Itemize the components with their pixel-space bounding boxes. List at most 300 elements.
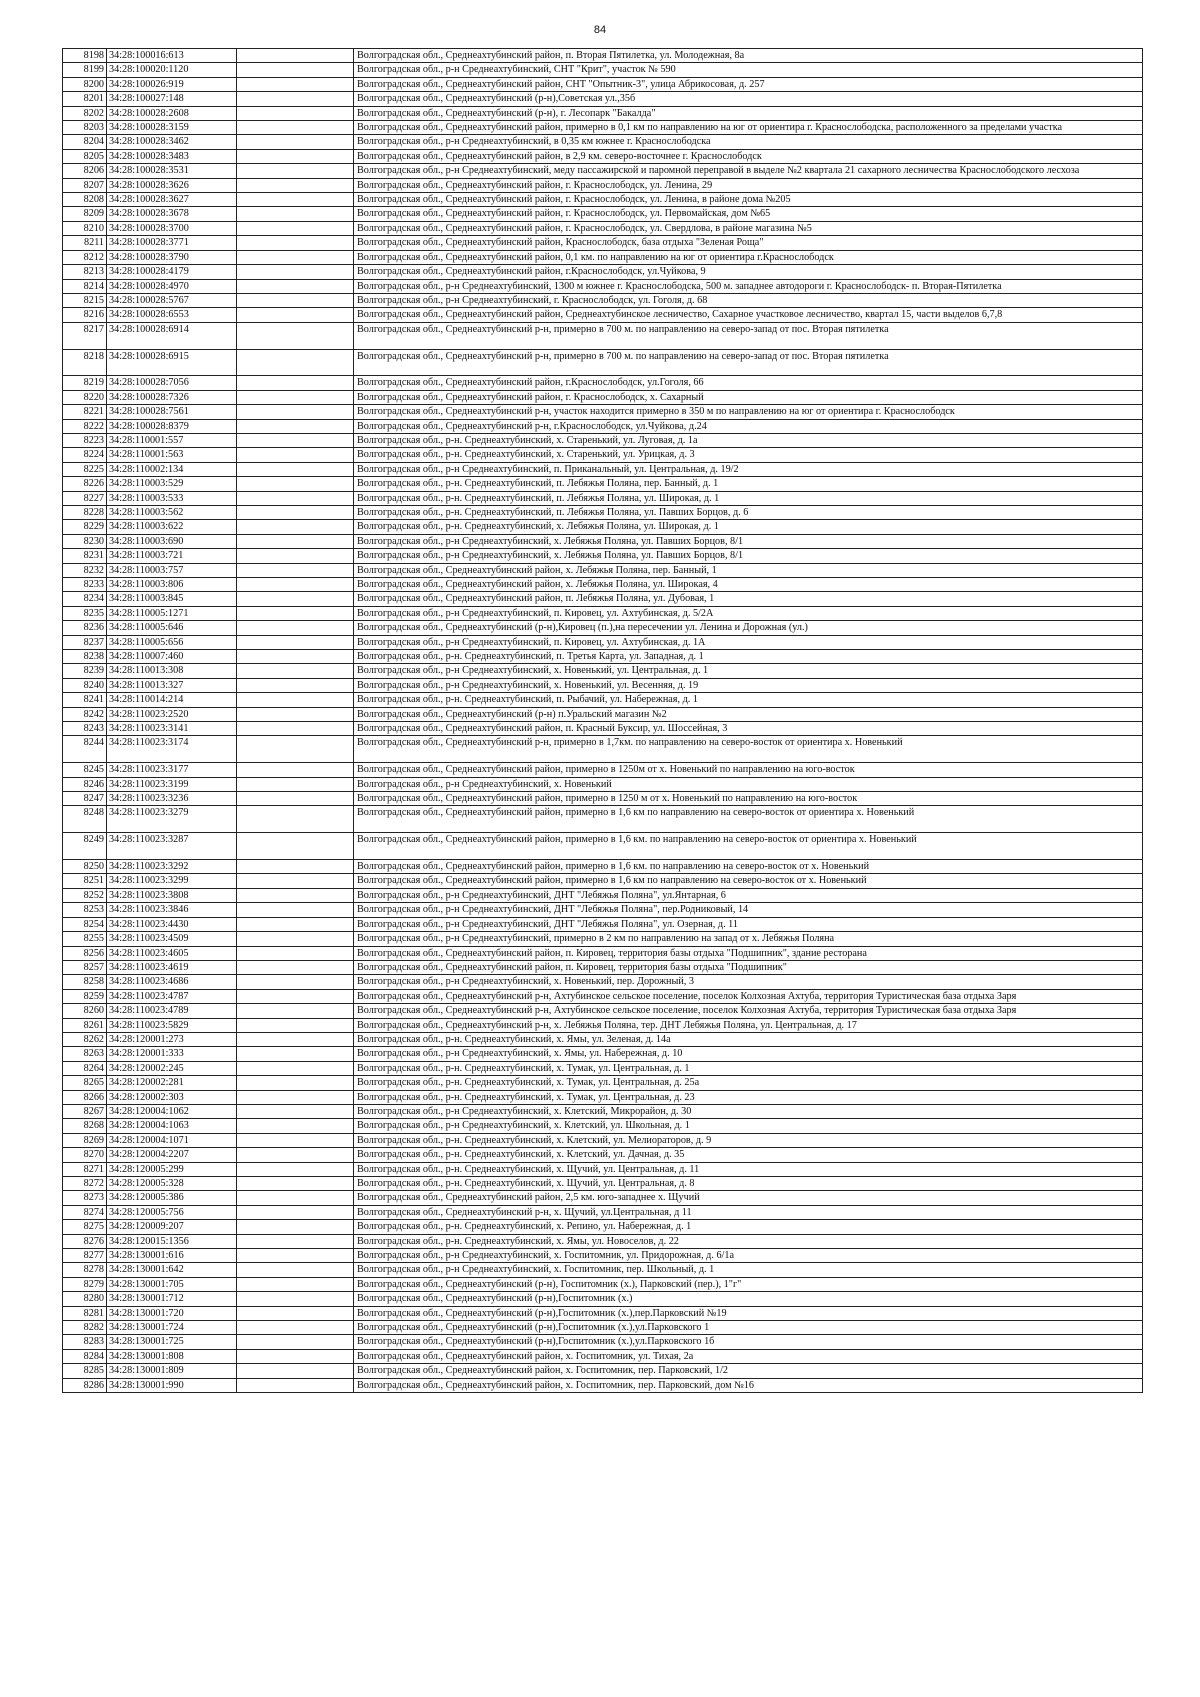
- address-cell: Волгоградская обл., Среднеахтубинский район, г. Краснослободск, ул. Первомайская, дом №65: [354, 207, 1143, 221]
- table-row: [63, 549, 1143, 563]
- table-row: [63, 135, 1143, 149]
- table-row: [63, 664, 1143, 678]
- address-cell: Волгоградская обл., р-н. Среднеахтубинский, х. Репино, ул. Набережная, д. 1: [354, 1220, 1143, 1234]
- empty-cell: [237, 1119, 354, 1133]
- table-row: [63, 833, 1143, 860]
- address-cell: Волгоградская обл., Среднеахтубинский район, примерно в 1,6 км. по направлению на северо-восток от ориентира х. Новенький: [354, 833, 1143, 860]
- empty-cell: [237, 477, 354, 491]
- cadastral-number: 34:28:130001:808: [107, 1349, 237, 1363]
- cadastral-number: 34:28:110023:3236: [107, 792, 237, 806]
- cadastral-number: 34:28:110014:214: [107, 693, 237, 707]
- row-number: 8280: [63, 1292, 107, 1306]
- row-number: 8257: [63, 960, 107, 974]
- cadastral-number: 34:28:130001:712: [107, 1292, 237, 1306]
- cadastral-number: 34:28:120002:281: [107, 1076, 237, 1090]
- row-number: 8270: [63, 1148, 107, 1162]
- cadastral-number: 34:28:110003:529: [107, 477, 237, 491]
- empty-cell: [237, 448, 354, 462]
- empty-cell: [237, 1032, 354, 1046]
- empty-cell: [237, 736, 354, 763]
- table-row: [63, 592, 1143, 606]
- address-cell: Волгоградская обл., Среднеахтубинский р-н, х. Щучий, ул.Центральная, д 11: [354, 1205, 1143, 1219]
- empty-cell: [237, 1378, 354, 1392]
- address-cell: Волгоградская обл., р-н Среднеахтубинский, х. Клетский, Микрорайон, д. 30: [354, 1104, 1143, 1118]
- address-cell: Волгоградская обл., р-н. Среднеахтубинский, х. Тумак, ул. Центральная, д. 1: [354, 1061, 1143, 1075]
- empty-cell: [237, 193, 354, 207]
- row-number: 8237: [63, 635, 107, 649]
- cadastral-number: 34:28:120004:1062: [107, 1104, 237, 1118]
- row-number: 8222: [63, 419, 107, 433]
- address-cell: Волгоградская обл., Среднеахтубинский район, г. Краснослободск, ул. Ленина, 29: [354, 178, 1143, 192]
- row-number: 8265: [63, 1076, 107, 1090]
- table-row: [63, 1220, 1143, 1234]
- row-number: 8206: [63, 164, 107, 178]
- row-number: 8236: [63, 621, 107, 635]
- cadastral-number: 34:28:100020:1120: [107, 63, 237, 77]
- empty-cell: [237, 534, 354, 548]
- table-row: [63, 477, 1143, 491]
- table-row: [63, 917, 1143, 931]
- row-number: 8246: [63, 777, 107, 791]
- empty-cell: [237, 236, 354, 250]
- cadastral-number: 34:28:100028:7326: [107, 390, 237, 404]
- registry-table: [62, 48, 1143, 1393]
- address-cell: Волгоградская обл., р-н Среднеахтубинский, г. Краснослободск, ул. Гоголя, д. 68: [354, 293, 1143, 307]
- table-row: [63, 650, 1143, 664]
- row-number: 8225: [63, 462, 107, 476]
- address-cell: Волгоградская обл., р-н Среднеахтубинский, х. Лебяжья Поляна, ул. Павших Борцов, 8/1: [354, 534, 1143, 548]
- row-number: 8260: [63, 1004, 107, 1018]
- row-number: 8286: [63, 1378, 107, 1392]
- cadastral-number: 34:28:110023:3177: [107, 763, 237, 777]
- address-cell: Волгоградская обл., Среднеахтубинский р-н, примерно в 700 м. по направлению на северо-запад от пос. Вторая пятилетка: [354, 322, 1143, 349]
- cadastral-number: 34:28:120015:1356: [107, 1234, 237, 1248]
- cadastral-number: 34:28:100028:3159: [107, 121, 237, 135]
- table-row: [63, 722, 1143, 736]
- table-row: [63, 92, 1143, 106]
- row-number: 8271: [63, 1162, 107, 1176]
- cadastral-number: 34:28:130001:642: [107, 1263, 237, 1277]
- row-number: 8248: [63, 806, 107, 833]
- row-number: 8228: [63, 505, 107, 519]
- address-cell: Волгоградская обл., р-н. Среднеахтубинский, х. Старенький, ул. Луговая, д. 1а: [354, 433, 1143, 447]
- cadastral-number: 34:28:110023:3279: [107, 806, 237, 833]
- row-number: 8250: [63, 860, 107, 874]
- row-number: 8242: [63, 707, 107, 721]
- cadastral-number: 34:28:110023:3808: [107, 888, 237, 902]
- empty-cell: [237, 707, 354, 721]
- address-cell: Волгоградская обл., Среднеахтубинский район, 0,1 км. по направлению на юг от ориентира г.Краснослободск: [354, 250, 1143, 264]
- empty-cell: [237, 888, 354, 902]
- table-row: [63, 563, 1143, 577]
- row-number: 8263: [63, 1047, 107, 1061]
- empty-cell: [237, 650, 354, 664]
- empty-cell: [237, 578, 354, 592]
- row-number: 8249: [63, 833, 107, 860]
- empty-cell: [237, 1162, 354, 1176]
- cadastral-number: 34:28:110023:4430: [107, 917, 237, 931]
- empty-cell: [237, 1349, 354, 1363]
- table-row: [63, 960, 1143, 974]
- cadastral-number: 34:28:110023:4787: [107, 989, 237, 1003]
- row-number: 8233: [63, 578, 107, 592]
- table-row: [63, 178, 1143, 192]
- address-cell: Волгоградская обл., Среднеахтубинский район, г. Краснослободск, х. Сахарный: [354, 390, 1143, 404]
- address-cell: Волгоградская обл., Среднеахтубинский (р-н),Госпитомник (х.),ул.Парковского 1б: [354, 1335, 1143, 1349]
- empty-cell: [237, 505, 354, 519]
- cadastral-number: 34:28:110013:327: [107, 678, 237, 692]
- empty-cell: [237, 92, 354, 106]
- address-cell: Волгоградская обл., р-н. Среднеахтубинский, х. Клетский, ул. Дачная, д. 35: [354, 1148, 1143, 1162]
- empty-cell: [237, 874, 354, 888]
- row-number: 8269: [63, 1133, 107, 1147]
- cadastral-number: 34:28:110023:3199: [107, 777, 237, 791]
- cadastral-number: 34:28:100028:6914: [107, 322, 237, 349]
- empty-cell: [237, 1277, 354, 1291]
- row-number: 8211: [63, 236, 107, 250]
- address-cell: Волгоградская обл., Среднеахтубинский район, 2,5 км. юго-западнее х. Щучий: [354, 1191, 1143, 1205]
- cadastral-number: 34:28:130001:616: [107, 1249, 237, 1263]
- table-row: [63, 736, 1143, 763]
- address-cell: Волгоградская обл., Среднеахтубинский район, примерно в 1,6 км по направлению на северо-восток от ориентира х. Новенький: [354, 806, 1143, 833]
- cadastral-number: 34:28:110005:646: [107, 621, 237, 635]
- cadastral-number: 34:28:100028:3483: [107, 149, 237, 163]
- empty-cell: [237, 322, 354, 349]
- empty-cell: [237, 106, 354, 120]
- address-cell: Волгоградская обл., Среднеахтубинский р-н, примерно в 1,7км. по направлению на северо-восток от ориентира х. Новенький: [354, 736, 1143, 763]
- empty-cell: [237, 1177, 354, 1191]
- row-number: 8281: [63, 1306, 107, 1320]
- cadastral-number: 34:28:100028:5767: [107, 293, 237, 307]
- empty-cell: [237, 592, 354, 606]
- table-row: [63, 860, 1143, 874]
- address-cell: Волгоградская обл., р-н. Среднеахтубинский, п. Лебяжья Поляна, пер. Банный, д. 1: [354, 477, 1143, 491]
- cadastral-number: 34:28:100028:3700: [107, 221, 237, 235]
- row-number: 8253: [63, 903, 107, 917]
- row-number: 8285: [63, 1364, 107, 1378]
- empty-cell: [237, 520, 354, 534]
- address-cell: Волгоградская обл., Среднеахтубинский район, примерно в 1250 м от х. Новенький по направлению на юго-восток: [354, 792, 1143, 806]
- table-row: [63, 1306, 1143, 1320]
- table-row: [63, 250, 1143, 264]
- cadastral-number: 34:28:110003:845: [107, 592, 237, 606]
- row-number: 8204: [63, 135, 107, 149]
- row-number: 8247: [63, 792, 107, 806]
- address-cell: Волгоградская обл., р-н Среднеахтубинский, примерно в 2 км по направлению на запад от х. Лебяжья Поляна: [354, 932, 1143, 946]
- cadastral-number: 34:28:130001:724: [107, 1321, 237, 1335]
- table-row: [63, 578, 1143, 592]
- cadastral-number: 34:28:110023:2520: [107, 707, 237, 721]
- address-cell: Волгоградская обл., Среднеахтубинский р-н, Ахтубинское сельское поселение, поселок Колхозная Ахтуба, территория Туристическая база отдыха Заря: [354, 989, 1143, 1003]
- table-row: [63, 1076, 1143, 1090]
- row-number: 8267: [63, 1104, 107, 1118]
- empty-cell: [237, 777, 354, 791]
- table-row: [63, 975, 1143, 989]
- table-row: [63, 707, 1143, 721]
- empty-cell: [237, 860, 354, 874]
- row-number: 8231: [63, 549, 107, 563]
- row-number: 8283: [63, 1335, 107, 1349]
- table-row: [63, 1032, 1143, 1046]
- address-cell: Волгоградская обл., Среднеахтубинский (р-н), г. Лесопарк "Бакалда": [354, 106, 1143, 120]
- table-row: [63, 462, 1143, 476]
- empty-cell: [237, 164, 354, 178]
- row-number: 8243: [63, 722, 107, 736]
- address-cell: Волгоградская обл., р-н. Среднеахтубинский, п. Лебяжья Поляна, ул. Павших Борцов, д. 6: [354, 505, 1143, 519]
- row-number: 8229: [63, 520, 107, 534]
- cadastral-number: 34:28:110023:3174: [107, 736, 237, 763]
- empty-cell: [237, 763, 354, 777]
- address-cell: Волгоградская обл., р-н. Среднеахтубинский, х. Щучий, ул. Центральная, д. 8: [354, 1177, 1143, 1191]
- row-number: 8217: [63, 322, 107, 349]
- table-row: [63, 164, 1143, 178]
- cadastral-number: 34:28:100028:7056: [107, 376, 237, 390]
- empty-cell: [237, 1321, 354, 1335]
- table-row: [63, 1018, 1143, 1032]
- empty-cell: [237, 722, 354, 736]
- address-cell: Волгоградская обл., Среднеахтубинский район, п. Красный Буксир, ул. Шоссейная, 3: [354, 722, 1143, 736]
- row-number: 8244: [63, 736, 107, 763]
- address-cell: Волгоградская обл., р-н. Среднеахтубинский, х. Лебяжья Поляна, ул. Широкая, д. 1: [354, 520, 1143, 534]
- cadastral-number: 34:28:100028:3462: [107, 135, 237, 149]
- empty-cell: [237, 932, 354, 946]
- table-row: [63, 1234, 1143, 1248]
- address-cell: Волгоградская обл., р-н. Среднеахтубинский, п. Третья Карта, ул. Западная, д. 1: [354, 650, 1143, 664]
- empty-cell: [237, 279, 354, 293]
- empty-cell: [237, 903, 354, 917]
- address-cell: Волгоградская обл., р-н. Среднеахтубинский, п. Рыбачий, ул. Набережная, д. 1: [354, 693, 1143, 707]
- row-number: 8279: [63, 1277, 107, 1291]
- row-number: 8223: [63, 433, 107, 447]
- empty-cell: [237, 221, 354, 235]
- cadastral-number: 34:28:110013:308: [107, 664, 237, 678]
- row-number: 8213: [63, 265, 107, 279]
- empty-cell: [237, 63, 354, 77]
- row-number: 8230: [63, 534, 107, 548]
- address-cell: Волгоградская обл., Среднеахтубинский район, п. Лебяжья Поляна, ул. Дубовая, 1: [354, 592, 1143, 606]
- cadastral-number: 34:28:100028:4970: [107, 279, 237, 293]
- table-row: [63, 678, 1143, 692]
- row-number: 8216: [63, 308, 107, 322]
- row-number: 8199: [63, 63, 107, 77]
- table-row: [63, 1090, 1143, 1104]
- empty-cell: [237, 1076, 354, 1090]
- address-cell: Волгоградская обл., р-н. Среднеахтубинский, х. Клетский, ул. Мелиораторов, д. 9: [354, 1133, 1143, 1147]
- address-cell: Волгоградская обл., р-н Среднеахтубинский, х. Новенький: [354, 777, 1143, 791]
- table-row: [63, 1249, 1143, 1263]
- table-row: [63, 989, 1143, 1003]
- empty-cell: [237, 390, 354, 404]
- table-row: [63, 1148, 1143, 1162]
- empty-cell: [237, 1004, 354, 1018]
- address-cell: Волгоградская обл., Среднеахтубинский р-н, участок находится примерно в 350 м по направлению на юг от ориентира г. Краснослободск: [354, 405, 1143, 419]
- row-number: 8201: [63, 92, 107, 106]
- cadastral-number: 34:28:110001:563: [107, 448, 237, 462]
- row-number: 8239: [63, 664, 107, 678]
- empty-cell: [237, 376, 354, 390]
- cadastral-number: 34:28:110003:690: [107, 534, 237, 548]
- empty-cell: [237, 635, 354, 649]
- address-cell: Волгоградская обл., р-н. Среднеахтубинский, х. Старенький, ул. Урицкая, д. 3: [354, 448, 1143, 462]
- address-cell: Волгоградская обл., р-н Среднеахтубинский, меду пассажирской и паромной переправой в выделе №2 квартала 21 сахарного лесничества Краснослободского лесхоза: [354, 164, 1143, 178]
- address-cell: Волгоградская обл., р-н Среднеахтубинский, ДНТ "Лебяжья Поляна", ул. Озерная, д. 11: [354, 917, 1143, 931]
- empty-cell: [237, 491, 354, 505]
- cadastral-number: 34:28:110003:622: [107, 520, 237, 534]
- empty-cell: [237, 1335, 354, 1349]
- row-number: 8205: [63, 149, 107, 163]
- table-row: [63, 874, 1143, 888]
- table-row: [63, 1104, 1143, 1118]
- row-number: 8262: [63, 1032, 107, 1046]
- address-cell: Волгоградская обл., Среднеахтубинский район, в 2,9 км. северо-восточнее г. Краснослободск: [354, 149, 1143, 163]
- cadastral-number: 34:28:110003:806: [107, 578, 237, 592]
- empty-cell: [237, 606, 354, 620]
- row-number: 8264: [63, 1061, 107, 1075]
- address-cell: Волгоградская обл., р-н Среднеахтубинский, п. Кировец, ул. Ахтубинская, д. 1А: [354, 635, 1143, 649]
- table-row: [63, 1321, 1143, 1335]
- table-row: [63, 1191, 1143, 1205]
- address-cell: Волгоградская обл., р-н Среднеахтубинский, х. Ямы, ул. Набережная, д. 10: [354, 1047, 1143, 1061]
- row-number: 8221: [63, 405, 107, 419]
- empty-cell: [237, 1292, 354, 1306]
- row-number: 8208: [63, 193, 107, 207]
- empty-cell: [237, 121, 354, 135]
- table-row: [63, 1364, 1143, 1378]
- cadastral-number: 34:28:110003:721: [107, 549, 237, 563]
- table-row: [63, 149, 1143, 163]
- address-cell: Волгоградская обл., р-н Среднеахтубинский, х. Новенький, ул. Весенняя, д. 19: [354, 678, 1143, 692]
- address-cell: Волгоградская обл., р-н Среднеахтубинский, ДНТ "Лебяжья Поляна", пер.Родниковый, 14: [354, 903, 1143, 917]
- table-row: [63, 1119, 1143, 1133]
- table-row: [63, 265, 1143, 279]
- empty-cell: [237, 1191, 354, 1205]
- table-row: [63, 121, 1143, 135]
- cadastral-number: 34:28:110002:134: [107, 462, 237, 476]
- empty-cell: [237, 678, 354, 692]
- empty-cell: [237, 975, 354, 989]
- row-number: 8210: [63, 221, 107, 235]
- empty-cell: [237, 77, 354, 91]
- empty-cell: [237, 989, 354, 1003]
- address-cell: Волгоградская обл., Среднеахтубинский район, х. Госпитомник, пер. Парковский, 1/2: [354, 1364, 1143, 1378]
- cadastral-number: 34:28:110023:4605: [107, 946, 237, 960]
- cadastral-number: 34:28:100028:3626: [107, 178, 237, 192]
- address-cell: Волгоградская обл., Среднеахтубинский р-н, г.Краснослободск, ул.Чуйкова, д.24: [354, 419, 1143, 433]
- row-number: 8274: [63, 1205, 107, 1219]
- table-row: [63, 1205, 1143, 1219]
- address-cell: Волгоградская обл., р-н Среднеахтубинский, СНТ "Крит", участок № 590: [354, 63, 1143, 77]
- table-row: [63, 932, 1143, 946]
- empty-cell: [237, 135, 354, 149]
- address-cell: Волгоградская обл., р-н Среднеахтубинский, п. Приканальный, ул. Центральная, д. 19/2: [354, 462, 1143, 476]
- row-number: 8224: [63, 448, 107, 462]
- table-row: [63, 322, 1143, 349]
- row-number: 8219: [63, 376, 107, 390]
- table-row: [63, 1177, 1143, 1191]
- cadastral-number: 34:28:100028:6553: [107, 308, 237, 322]
- table-row: [63, 946, 1143, 960]
- address-cell: Волгоградская обл., Среднеахтубинский район, г. Краснослободск, ул. Свердлова, в районе магазина №5: [354, 221, 1143, 235]
- address-cell: Волгоградская обл., Среднеахтубинский район, примерно в 0,1 км по направлению на юг от ориентира г. Краснослободска, расположенного за пределами участка: [354, 121, 1143, 135]
- empty-cell: [237, 1018, 354, 1032]
- table-row: [63, 419, 1143, 433]
- cadastral-number: 34:28:110007:460: [107, 650, 237, 664]
- table-row: [63, 606, 1143, 620]
- address-cell: Волгоградская обл., р-н. Среднеахтубинский, п. Лебяжья Поляна, ул. Широкая, д. 1: [354, 491, 1143, 505]
- row-number: 8282: [63, 1321, 107, 1335]
- cadastral-number: 34:28:100026:919: [107, 77, 237, 91]
- address-cell: Волгоградская обл., Среднеахтубинский район, х. Лебяжья Поляна, пер. Банный, 1: [354, 563, 1143, 577]
- row-number: 8203: [63, 121, 107, 135]
- address-cell: Волгоградская обл., Среднеахтубинский район, п. Кировец, территория базы отдыха "Подшипник": [354, 960, 1143, 974]
- cadastral-number: 34:28:120005:299: [107, 1162, 237, 1176]
- address-cell: Волгоградская обл., Среднеахтубинский (р-н),Советская ул.,35б: [354, 92, 1143, 106]
- empty-cell: [237, 149, 354, 163]
- cadastral-number: 34:28:110023:4789: [107, 1004, 237, 1018]
- cadastral-number: 34:28:130001:705: [107, 1277, 237, 1291]
- cadastral-number: 34:28:100028:4179: [107, 265, 237, 279]
- row-number: 8272: [63, 1177, 107, 1191]
- row-number: 8252: [63, 888, 107, 902]
- cadastral-number: 34:28:120005:328: [107, 1177, 237, 1191]
- address-cell: Волгоградская обл., р-н Среднеахтубинский, ДНТ "Лебяжья Поляна", ул.Янтарная, 6: [354, 888, 1143, 902]
- address-cell: Волгоградская обл., Среднеахтубинский район, х. Госпитомник, пер. Парковский, дом №16: [354, 1378, 1143, 1392]
- empty-cell: [237, 1047, 354, 1061]
- empty-cell: [237, 1220, 354, 1234]
- row-number: 8261: [63, 1018, 107, 1032]
- empty-cell: [237, 419, 354, 433]
- cadastral-number: 34:28:110023:3287: [107, 833, 237, 860]
- address-cell: Волгоградская обл., Среднеахтубинский район, Среднеахтубинское лесничество, Сахарное участковое лесничество, квартал 15, части выделов 6,7,8: [354, 308, 1143, 322]
- table-row: [63, 763, 1143, 777]
- empty-cell: [237, 792, 354, 806]
- empty-cell: [237, 1205, 354, 1219]
- empty-cell: [237, 433, 354, 447]
- row-number: 8254: [63, 917, 107, 931]
- address-cell: Волгоградская обл., р-н. Среднеахтубинский, х. Ямы, ул. Новоселов, д. 22: [354, 1234, 1143, 1248]
- table-row: [63, 534, 1143, 548]
- address-cell: Волгоградская обл., Среднеахтубинский район, Краснослободск, база отдыха "Зеленая Роща": [354, 236, 1143, 250]
- row-number: 8278: [63, 1263, 107, 1277]
- cadastral-number: 34:28:110001:557: [107, 433, 237, 447]
- row-number: 8245: [63, 763, 107, 777]
- table-row: [63, 448, 1143, 462]
- row-number: 8255: [63, 932, 107, 946]
- table-row: [63, 806, 1143, 833]
- table-row: [63, 1061, 1143, 1075]
- row-number: 8277: [63, 1249, 107, 1263]
- row-number: 8259: [63, 989, 107, 1003]
- empty-cell: [237, 1148, 354, 1162]
- address-cell: Волгоградская обл., р-н Среднеахтубинский, х. Госпитомник, пер. Школьный, д. 1: [354, 1263, 1143, 1277]
- row-number: 8220: [63, 390, 107, 404]
- address-cell: Волгоградская обл., р-н. Среднеахтубинский, х. Ямы, ул. Зеленая, д. 14а: [354, 1032, 1143, 1046]
- page-number: 84: [593, 24, 607, 36]
- table-row: [63, 1047, 1143, 1061]
- table-row: [63, 792, 1143, 806]
- address-cell: Волгоградская обл., Среднеахтубинский (р-н),Госпитомник (х.),ул.Парковского 1: [354, 1321, 1143, 1335]
- table-row: [63, 621, 1143, 635]
- table-row: [63, 1349, 1143, 1363]
- row-number: 8266: [63, 1090, 107, 1104]
- table-row: [63, 1263, 1143, 1277]
- empty-cell: [237, 1263, 354, 1277]
- empty-cell: [237, 621, 354, 635]
- table-row: [63, 349, 1143, 376]
- empty-cell: [237, 1364, 354, 1378]
- address-cell: Волгоградская обл., Среднеахтубинский район, примерно в 1250м от х. Новенький по направлению на юго-восток: [354, 763, 1143, 777]
- row-number: 8209: [63, 207, 107, 221]
